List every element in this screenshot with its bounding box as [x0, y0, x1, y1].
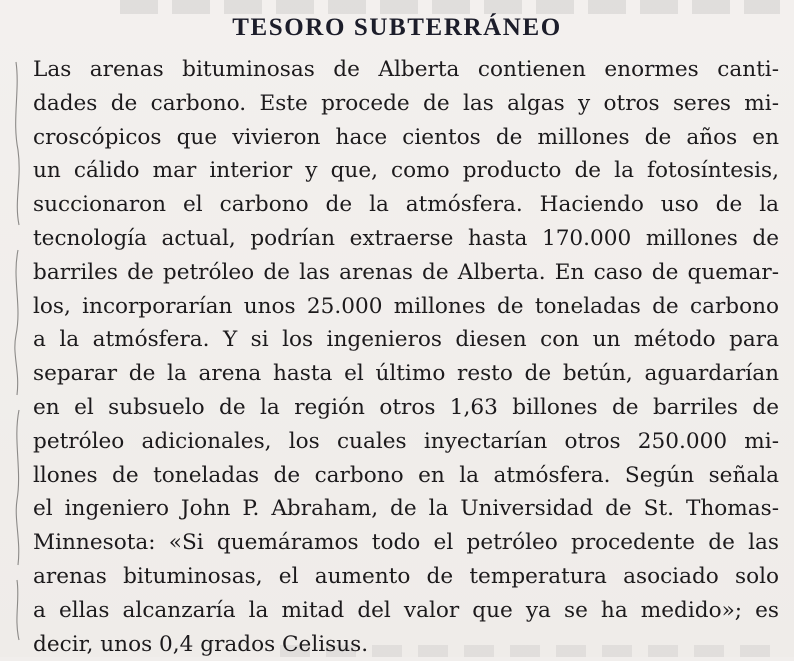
body-line: separar de la arena hasta el último resto de betún, aguardarían [33, 361, 779, 387]
bleed-through-top [120, 0, 780, 14]
body-line-last: decir, unos 0,4 grados Celisus. [33, 631, 369, 657]
body-line: dades de carbono. Este procede de las algas y otros seres mi- [33, 90, 779, 116]
body-line: Las arenas bituminosas de Alberta contienen enormes canti- [33, 57, 779, 82]
body-line: barriles de petróleo de las arenas de Alberta. En caso de quemar- [33, 259, 779, 285]
body-line: tecnología actual, podrían extraerse hasta 170.000 millones de [33, 225, 779, 251]
body-line: los, incorporarían unos 25.000 millones de toneladas de carbono [33, 293, 779, 319]
body-line: en el subsuelo de la región otros 1,63 billones de barriles de [33, 394, 779, 420]
body-line: arenas bituminosas, el aumento de temperatura asociado solo [33, 563, 779, 589]
body-line: el ingeniero John P. Abraham, de la Universidad de St. Thomas- [33, 496, 779, 522]
body-line: un cálido mar interior y que, como producto de la fotosíntesis, [33, 158, 779, 184]
body-line: succionaron el carbono de la atmósfera. Haciendo uso de la [33, 192, 779, 218]
article-title: TESORO SUBTERRÁNEO [232, 14, 562, 41]
body-line: Minnesota: «Si quemáramos todo el petróleo procedente de las [33, 530, 779, 556]
body-line: a ellas alcanzaría la mitad del valor que ya se ha medido»; es [33, 597, 779, 623]
body-line: petróleo adicionales, los cuales inyectarían otros 250.000 mi- [33, 428, 779, 454]
body-line: a la atmósfera. Y si los ingenieros diesen con un método para [33, 327, 779, 353]
pencil-margin-marks [0, 50, 30, 650]
body-line: llones de toneladas de carbono en la atmósfera. Según señala [33, 462, 779, 488]
article-body [33, 53, 779, 661]
body-line: croscópicos que vivieron hace cientos de millones de años en [33, 124, 779, 150]
